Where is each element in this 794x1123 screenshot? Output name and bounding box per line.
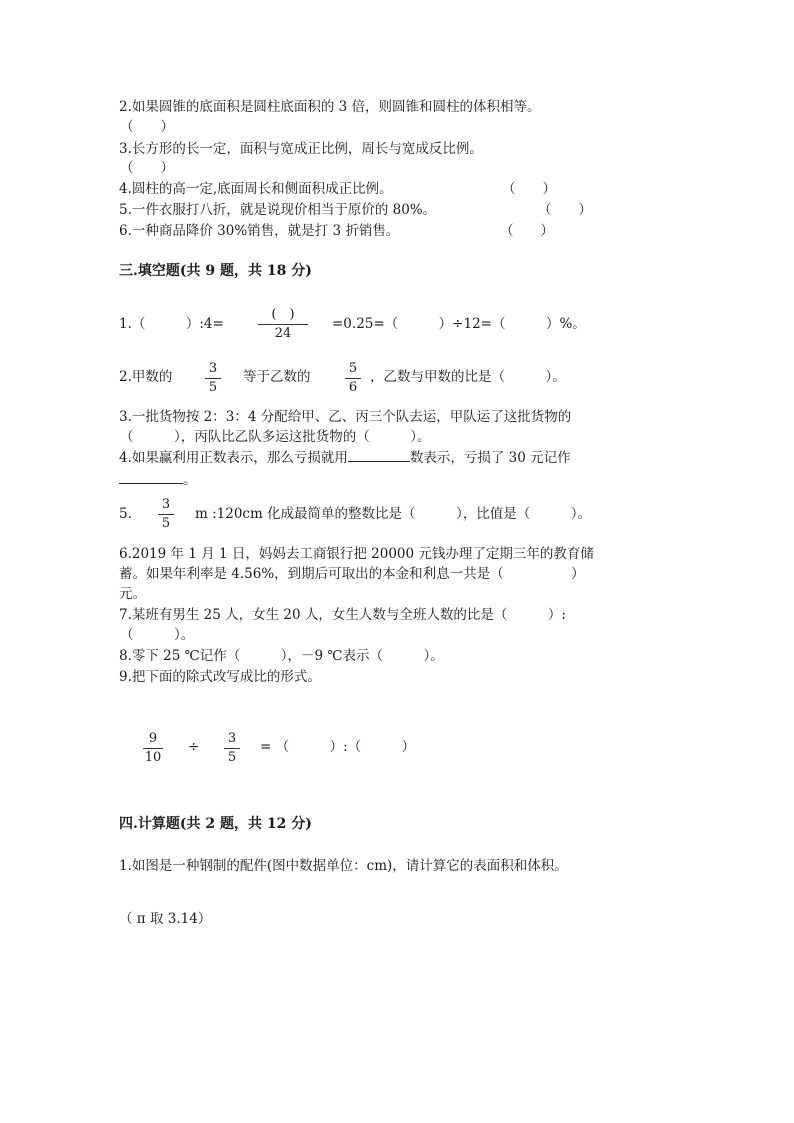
fraction-numerator: 5 [348, 361, 358, 376]
judge-q6-text: 6.一种商品降价 30%销售，就是打 3 折销售。 [119, 223, 400, 239]
fill-q5-part-a: 5. [119, 506, 132, 522]
judge-q5-text: 5.一件衣服打八折，就是说现价相当于原价的 80%。 [119, 202, 437, 218]
fraction-numerator: 3 [227, 731, 237, 746]
fill-section-heading: 三.填空题(共 9 题，共 18 分) [119, 263, 312, 279]
fill-q6-line-1: 6.2019 年 1 月 1 日，妈妈去工商银行把 20000 元钱办理了定期三年的教育储 [119, 546, 594, 562]
fill-q2-fraction-1 [205, 361, 221, 396]
fill-q1-fraction-denominator: 24 [274, 326, 292, 341]
fill-q6-line-2: 蓄。如果年利率是 4.56%，到期后可取出的本金和利息一共是（ ） [119, 566, 585, 582]
judge-q4-answer-paren[interactable]: （ ） [502, 181, 556, 197]
fill-q2-fraction-2 [345, 361, 361, 396]
fill-q6-line-3: 元。 [119, 586, 146, 602]
fill-q7-line-1: 7.某班有男生 25 人，女生 20 人，女生人数与全班人数的比是（ ）: [119, 607, 566, 623]
fill-q3-line-2: （ ），丙队比乙队多运这批货物的（ ）。 [120, 429, 431, 445]
fraction-numerator: 3 [161, 497, 171, 512]
judge-q3-answer-paren[interactable]: （ ） [120, 160, 174, 176]
fill-q4-text-b: 数表示，亏损了 30 元记作 [409, 450, 571, 466]
fill-q2-part-b: 等于乙数的 [243, 369, 311, 385]
fraction-bar [258, 324, 308, 325]
judge-q2-text: 2.如果圆锥的底面积是圆柱底面积的 3 倍，则圆锥和圆柱的体积相等。 [119, 99, 541, 115]
fraction-denominator: 5 [208, 380, 218, 395]
fill-q4-text-c: 。 [183, 472, 197, 488]
fill-q9-ratio-answer[interactable]: = （ ）:（ ） [260, 739, 416, 755]
fill-q2-part-a: 2.甲数的 [119, 369, 173, 385]
fill-q5-fraction [158, 497, 174, 532]
calc-section-heading: 四.计算题(共 2 题，共 12 分) [119, 816, 312, 832]
fraction-bar [224, 748, 240, 749]
fill-q4-blank-1[interactable] [348, 461, 410, 462]
fill-q9-divide-sign: ÷ [188, 739, 200, 755]
fill-q3-line-1: 3.一批货物按 2：3：4 分配给甲、乙、丙三个队去运，甲队运了这批货物的 [119, 409, 572, 425]
judge-q6-answer-paren[interactable]: （ ） [500, 223, 554, 239]
calc-q1-text: 1.如图是一种钢制的配件(图中数据单位：cm)，请计算它的表面积和体积。 [119, 858, 568, 874]
fraction-numerator: 3 [208, 361, 218, 376]
fill-q8-text: 8.零下 25 ℃记作（ ），－9 ℃表示（ ）。 [119, 648, 444, 664]
fraction-denominator: 5 [227, 750, 237, 765]
fill-q2-part-c: ，乙数与甲数的比是（ ）。 [370, 369, 566, 385]
judge-q3-text: 3.长方形的长一定，面积与宽成正比例，周长与宽成反比例。 [119, 141, 483, 157]
fraction-numerator: 9 [148, 731, 158, 746]
fraction-denominator: 6 [348, 380, 358, 395]
fill-q4-line-1 [119, 449, 571, 467]
fill-q7-line-2: （ ）。 [120, 627, 195, 643]
fill-q4-blank-2[interactable] [119, 483, 183, 484]
judge-q2-answer-paren[interactable]: （ ） [120, 119, 174, 135]
fraction-bar [205, 378, 221, 379]
fill-q1-fraction [258, 307, 308, 342]
judge-q4-text: 4.圆柱的高一定,底面周长和侧面积成正比例。 [119, 181, 393, 197]
judge-q5-answer-paren[interactable]: （ ） [538, 202, 592, 218]
fill-q9-fraction-2 [224, 731, 240, 766]
fill-q9-fraction-1 [143, 731, 163, 766]
fill-q4-line-2 [119, 471, 197, 489]
fraction-denominator: 10 [144, 750, 162, 765]
calc-q1-note: （ π 取 3.14） [119, 911, 212, 927]
fill-q9-text: 9.把下面的除式改写成比的形式。 [119, 669, 321, 685]
fill-q5-part-b: m :120cm 化成最简单的整数比是（ ），比值是（ ）。 [195, 506, 592, 522]
fill-q4-text-a: 4.如果赢利用正数表示，那么亏损就用 [119, 450, 348, 466]
fraction-bar [345, 378, 361, 379]
fraction-denominator: 5 [161, 516, 171, 531]
fraction-bar [158, 514, 174, 515]
fill-q1-fraction-numerator[interactable]: ( ) [271, 307, 295, 322]
fraction-bar [143, 748, 163, 749]
fill-q1-part-a: 1.（ ）:4= [119, 316, 224, 332]
fill-q1-part-b: =0.25=（ ）÷12=（ ）%。 [332, 316, 586, 332]
